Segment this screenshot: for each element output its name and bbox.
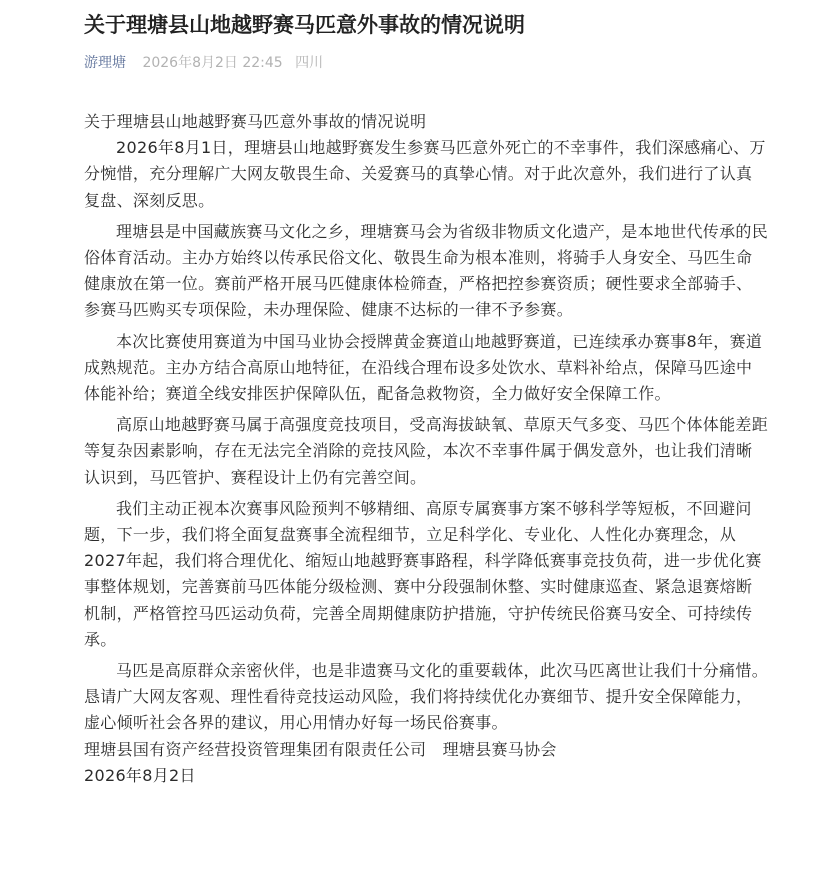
paragraph-4: 高原山地越野赛马属于高强度竞技项目，受高海拔缺氧、草原天气多变、马匹个体体能差距等复杂因素影响，存在无法完全消除的竞技风险，本次不幸事件属于偶发意外，也让我们清晰认识到，马匹管护、赛程设计上仍有完善空间。: [84, 415, 769, 487]
publish-time: 2026年8月2日 22:45: [142, 55, 283, 71]
paragraph-5: 我们主动正视本次赛事风险预判不够精细、高原专属赛事方案不够科学等短板，不回避问题，下一步，我们将全面复盘赛事全流程细节，立足科学化、专业化、人性化办赛理念，从2027年起，我们将合理优化、缩短山地越野赛事路程，科学降低赛事竞技负荷，进一步优化赛事整体规划，完善赛前马匹体能分级检测、赛中分段强制休整、实时健康巡查、紧急退赛熔断机制，严格管控马匹运动负荷，完善全周期健康防护措施，守护传统民俗赛马安全、可持续传承。: [84, 498, 762, 649]
signature-date: 2026年8月2日: [84, 765, 196, 785]
article-content: [84, 109, 768, 789]
publish-location: 四川: [295, 55, 324, 71]
content-heading: 关于理塘县山地越野赛马匹意外事故的情况说明: [84, 112, 427, 131]
paragraph-2: 理塘县是中国藏族赛马文化之乡，理塘赛马会为省级非物质文化遗产，是本地世代传承的民俗体育活动。主办方始终以传承民俗文化、敬畏生命为根本准则，将骑手人身安全、马匹生命健康放在第一位。赛前严格开展马匹健康体检筛查，严格把控参赛资质；硬性要求全部骑手、参赛马匹购买专项保险，未办理保险、健康不达标的一律不予参赛。: [84, 221, 769, 320]
paragraph-1: 2026年8月1日，理塘县山地越野赛发生参赛马匹意外死亡的不幸事件，我们深感痛心、万分惋惜，充分理解广大网友敬畏生命、关爱赛马的真挚心情。对于此次意外，我们进行了认真复盘、深刻反思。: [84, 138, 766, 210]
paragraph-6: 马匹是高原群众亲密伙伴，也是非遗赛马文化的重要载体，此次马匹离世让我们十分痛惜。恳请广大网友客观、理性看待竞技运动风险，我们将持续优化办赛细节、提升安全保障能力，虚心倾听社会各界的建议，用心用情办好每一场民俗赛事。: [84, 661, 769, 733]
article-title: 关于理塘县山地越野赛马匹意外事故的情况说明: [84, 13, 525, 37]
article-meta: [84, 52, 323, 74]
paragraph-3: 本次比赛使用赛道为中国马业协会授牌黄金赛道山地越野赛道，已连续承办赛事8年，赛道成熟规范。主办方结合高原山地特征，在沿线合理布设多处饮水、草料补给点，保障马匹途中体能补给；赛道全线安排医护保障队伍，配备急救物资，全力做好安全保障工作。: [84, 331, 763, 404]
account-name-link[interactable]: 游理塘: [84, 55, 126, 71]
signature: 理塘县国有资产经营投资管理集团有限责任公司 理塘县赛马协会: [84, 739, 557, 759]
